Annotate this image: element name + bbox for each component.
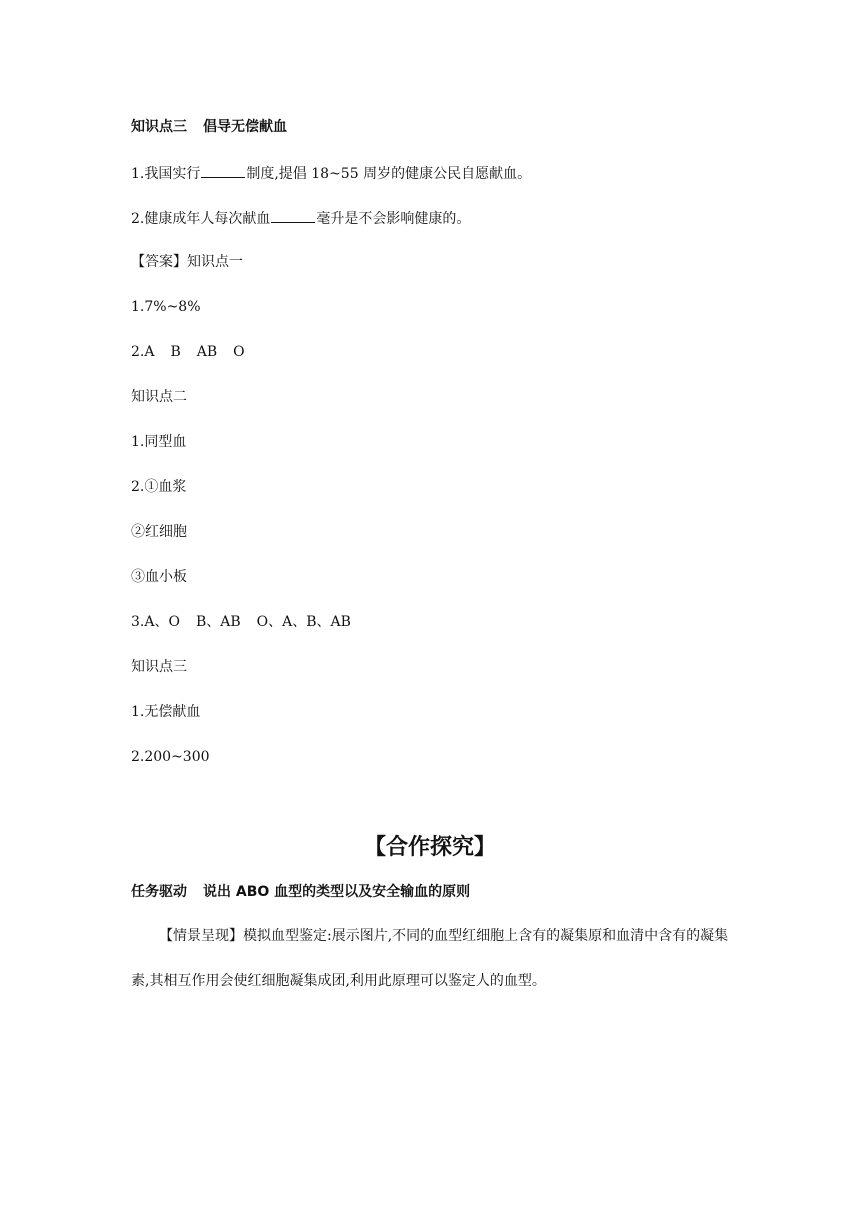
scenario-paragraph (131, 914, 741, 1004)
answer-kp2-3: ②红细胞 (131, 524, 187, 540)
answer-blood-type-ab: AB (196, 344, 218, 360)
kp3-question-2 (131, 208, 470, 228)
answer-blood-type-o: O (233, 344, 245, 360)
scenario-label: 【情景呈现】 (159, 928, 243, 944)
answer-kp1-2 (131, 343, 245, 361)
task-text: 说出 ABO 血型的类型以及安全输血的原则 (203, 884, 471, 900)
answer-kp2-2: 2.①血浆 (131, 479, 187, 495)
answer-blood-type-b: B (170, 344, 181, 360)
answer-blood-type-a: 2.A (131, 344, 155, 360)
kp3-q2-blank (271, 208, 315, 223)
answer-kp3-2: 2.200~300 (131, 749, 210, 765)
answer-heading: 【答案】知识点一 (131, 254, 243, 270)
answer-kp2-1: 1.同型血 (131, 434, 187, 450)
kp3-q2-after: 毫升是不会影响健康的。 (316, 211, 471, 227)
answer-kp2-heading: 知识点二 (131, 389, 187, 405)
answer-kp3-heading: 知识点三 (131, 659, 187, 675)
kp3-q1-after: 制度,提倡 18~55 周岁的健康公民自愿献血。 (246, 166, 532, 182)
answer-kp2-q3-part1: 3.A、O (131, 614, 180, 630)
scenario-text: 模拟血型鉴定:展示图片,不同的血型红细胞上含有的凝集原和血清中含有的凝集素,其相互作用会使红细胞凝集成团,利用此原理可以鉴定人的血型。 (131, 928, 729, 989)
kp3-q1-blank (201, 163, 245, 178)
kp3-q2-before: 2.健康成年人每次献血 (131, 211, 271, 227)
task-label: 任务驱动 (131, 884, 187, 900)
kp3-heading (131, 118, 287, 136)
task-heading (131, 883, 470, 901)
answer-kp2-q3-part2: B、AB (195, 614, 241, 630)
answer-kp2-q3-part3: O、A、B、AB (256, 614, 351, 630)
kp3-heading-title: 倡导无偿献血 (203, 119, 287, 135)
answer-kp2-4: ③血小板 (131, 569, 187, 585)
kp3-question-1 (131, 163, 531, 183)
answer-kp2-5 (131, 613, 351, 631)
cooperation-title: 【合作探究】 (363, 835, 496, 860)
kp3-q1-before: 1.我国实行 (131, 166, 201, 182)
answer-kp3-1: 1.无偿献血 (131, 704, 201, 720)
kp3-heading-label: 知识点三 (131, 119, 187, 135)
answer-kp1-1: 1.7%~8% (131, 299, 201, 315)
